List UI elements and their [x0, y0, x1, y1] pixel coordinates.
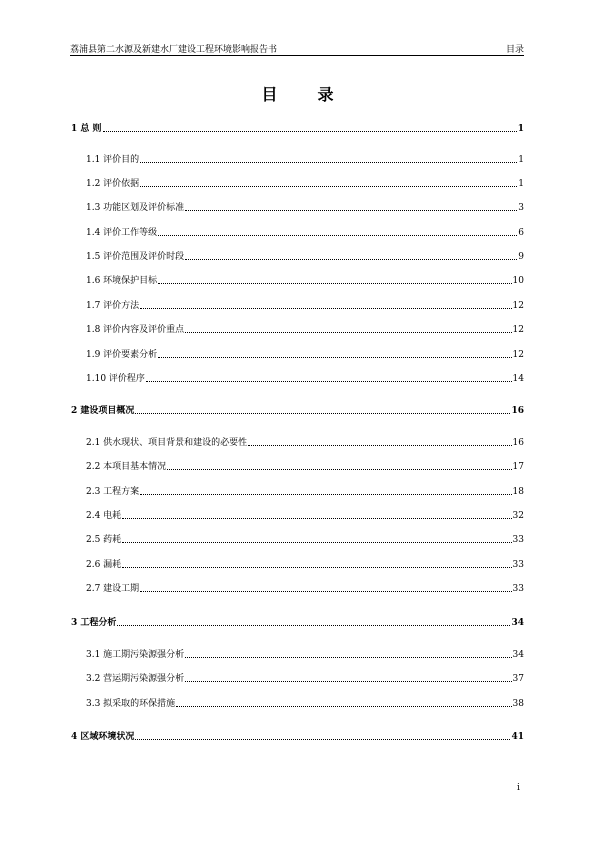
toc-entry-page: 6: [518, 228, 524, 238]
toc-section-entry[interactable]: [86, 227, 524, 239]
dot-leader: [167, 469, 511, 470]
toc-entry-label: 2.4 电耗: [86, 511, 122, 521]
dot-leader: [140, 494, 511, 495]
toc-entry-label: 1.1 评价目的: [86, 155, 140, 165]
toc-title-part1: 目: [261, 85, 278, 104]
toc-entry-page: 16: [511, 406, 524, 416]
toc-entry-label: 1.7 评价方法: [86, 301, 140, 311]
dot-leader: [135, 413, 510, 414]
page-header: [70, 42, 524, 56]
toc-entry-page: 12: [512, 301, 524, 311]
dot-leader: [122, 518, 511, 519]
dot-leader: [185, 657, 511, 658]
toc-section-entry[interactable]: [86, 178, 524, 190]
toc-entry-page: 10: [512, 276, 524, 286]
toc-entry-page: 32: [512, 511, 524, 521]
dot-leader: [140, 186, 517, 187]
toc-entry-page: 33: [512, 560, 524, 570]
dot-leader: [122, 567, 511, 568]
toc-entry-label: 2.2 本项目基本情况: [86, 462, 167, 472]
dot-leader: [185, 332, 511, 333]
toc-entry-label: 1.8 评价内容及评价重点: [86, 325, 185, 335]
toc-entry-page: 9: [518, 252, 524, 262]
toc-entry-page: 1: [517, 124, 524, 134]
toc-entry-page: 12: [512, 325, 524, 335]
dot-leader: [185, 210, 517, 211]
toc-entry-page: 14: [512, 374, 524, 384]
section-name-header: 目录: [505, 45, 524, 55]
toc-entry-label: 1.6 环境保护目标: [86, 276, 158, 286]
toc-section-entry[interactable]: [86, 649, 524, 661]
dot-leader: [248, 445, 511, 446]
toc-section-entry[interactable]: [86, 154, 524, 166]
dot-leader: [185, 681, 511, 682]
toc-entry-page: 17: [512, 462, 524, 472]
toc-entry-label: 3 工程分析: [71, 618, 117, 628]
toc-entry-page: 37: [512, 674, 524, 684]
toc-section-entry[interactable]: [86, 461, 524, 473]
toc-section-entry[interactable]: [86, 698, 524, 710]
toc-entry-label: 1.4 评价工作等级: [86, 228, 158, 238]
dot-leader: [140, 308, 511, 309]
dot-leader: [146, 381, 512, 382]
toc-chapter-entry[interactable]: [71, 731, 524, 743]
toc-entry-page: 16: [512, 438, 524, 448]
toc-entry-page: 18: [512, 487, 524, 497]
dot-leader: [158, 235, 517, 236]
document-title-header: 荔浦县第二水源及新建水厂建设工程环境影响报告书: [70, 45, 278, 55]
dot-leader: [176, 706, 511, 707]
toc-entry-page: 38: [512, 699, 524, 709]
toc-entry-page: 34: [512, 650, 524, 660]
toc-section-entry[interactable]: [86, 373, 524, 385]
toc-section-entry[interactable]: [86, 673, 524, 685]
dot-leader: [135, 739, 510, 740]
toc-chapter-entry[interactable]: [71, 617, 524, 629]
toc-section-entry[interactable]: [86, 275, 524, 287]
toc-section-entry[interactable]: [86, 510, 524, 522]
toc-section-entry[interactable]: [86, 559, 524, 571]
dot-leader: [158, 283, 511, 284]
toc-chapter-entry[interactable]: [71, 405, 524, 417]
toc-title: [0, 82, 595, 105]
toc-section-entry[interactable]: [86, 583, 524, 595]
toc-section-entry[interactable]: [86, 251, 524, 263]
toc-entry-label: 3.1 施工期污染源强分析: [86, 650, 185, 660]
toc-entry-label: 1.5 评价范围及评价时段: [86, 252, 185, 262]
toc-entry-page: 33: [512, 584, 524, 594]
toc-entry-label: 1.3 功能区划及评价标准: [86, 203, 185, 213]
toc-section-entry[interactable]: [86, 486, 524, 498]
dot-leader: [185, 259, 517, 260]
toc-title-part2: 录: [317, 85, 334, 104]
toc-chapter-entry[interactable]: [71, 123, 524, 135]
toc-entry-label: 2 建设项目概况: [71, 406, 135, 416]
toc-entry-label: 2.7 建设工期: [86, 584, 140, 594]
toc-entry-page: 33: [512, 535, 524, 545]
dot-leader: [117, 625, 510, 626]
toc-entry-label: 3.3 拟采取的环保措施: [86, 699, 176, 709]
toc-entry-page: 1: [518, 155, 524, 165]
toc-entry-label: 2.1 供水现状、项目背景和建设的必要性: [86, 438, 248, 448]
toc-entry-label: 1 总 则: [71, 124, 102, 134]
dot-leader: [140, 162, 517, 163]
dot-leader: [103, 131, 517, 132]
toc-entry-page: 1: [518, 179, 524, 189]
dot-leader: [122, 542, 511, 543]
toc-entry-label: 2.6 漏耗: [86, 560, 122, 570]
toc-section-entry[interactable]: [86, 437, 524, 449]
toc-section-entry[interactable]: [86, 300, 524, 312]
toc-entry-label: 1.2 评价依据: [86, 179, 140, 189]
toc-section-entry[interactable]: [86, 534, 524, 546]
toc-entry-label: 1.9 评价要素分析: [86, 350, 158, 360]
toc-entry-label: 2.5 药耗: [86, 535, 122, 545]
toc-entry-label: 2.3 工程方案: [86, 487, 140, 497]
dot-leader: [140, 591, 511, 592]
toc-section-entry[interactable]: [86, 202, 524, 214]
toc-entry-label: 4 区域环境状况: [71, 732, 135, 742]
dot-leader: [158, 357, 511, 358]
page-number: i: [517, 783, 520, 793]
toc-entry-label: 3.2 营运期污染源强分析: [86, 674, 185, 684]
toc-entry-page: 34: [511, 618, 524, 628]
toc-section-entry[interactable]: [86, 349, 524, 361]
toc-entry-page: 3: [518, 203, 524, 213]
toc-entry-label: 1.10 评价程序: [86, 374, 145, 384]
toc-section-entry[interactable]: [86, 324, 524, 336]
toc-entry-page: 12: [512, 350, 524, 360]
toc-entry-page: 41: [511, 732, 524, 742]
